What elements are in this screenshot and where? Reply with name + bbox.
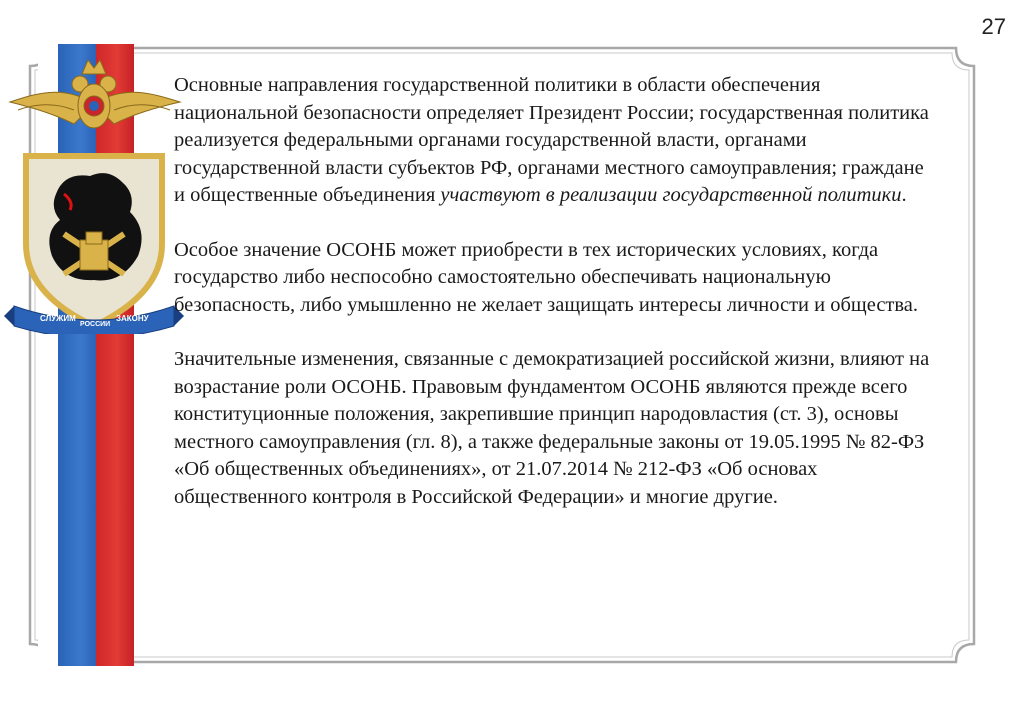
page-number: 27 (981, 14, 1006, 39)
paragraph-president: Основные направления государственной политики в области обеспечения национальной безопасности определяет Президент России; государственная политика реализуется федеральными органами государственной власти, органами государственной власти субъектов РФ, органами местного самоуправления; граждане и общественные объединения участвуют в реализации государственной политики. (174, 74, 929, 206)
svg-text:ЗАКОНУ: ЗАКОНУ (116, 314, 149, 323)
police-emblem-icon (4, 44, 184, 334)
paragraph-osonb-significance: Особое значение ОСОНБ может приобрести в тех исторических условиях, когда государство либо неспособно самостоятельно обеспечивать национальную безопасность, либо умышленно не желает защищать интересы личности и общества. (174, 238, 919, 316)
slide-text (174, 72, 934, 538)
emphasis-participation: участвуют в реализации государственной политики (440, 184, 902, 206)
paragraph-legal-foundation: Значительные изменения, связанные с демократизацией российской жизни, влияют на возрастание роли ОСОНБ. Правовым фундаментом ОСОНБ являются прежде всего конституционные положения, закрепившие принцип народовластия (ст. 3), основы местного самоуправления (гл. 8), а также федеральные законы от 19.05.1995 № 82-ФЗ «Об общественных объединениях», от 21.07.2014 № 212-ФЗ «Об основах общественного контроля в Российской Федерации» и многие другие. (174, 348, 930, 508)
svg-text:РОССИИ: РОССИИ (80, 321, 111, 328)
svg-text:СЛУЖИМ: СЛУЖИМ (40, 314, 76, 323)
